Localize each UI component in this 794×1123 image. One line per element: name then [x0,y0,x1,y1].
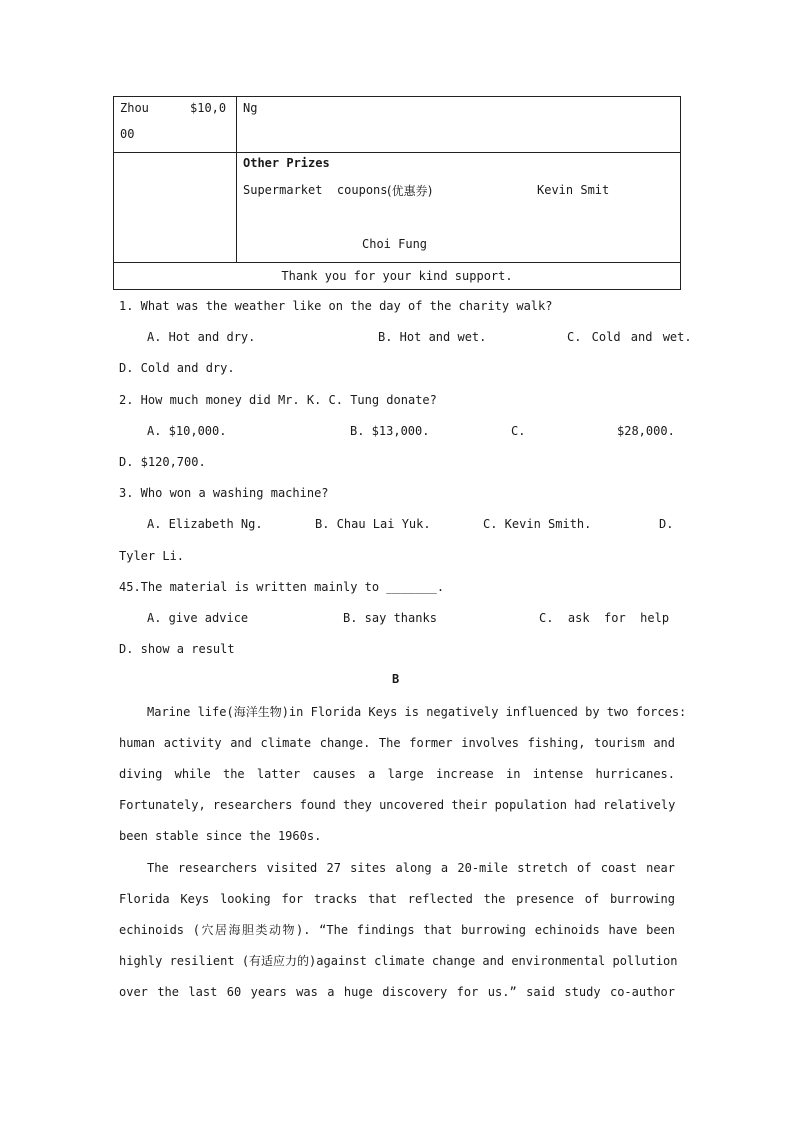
paragraph-line: The researchers visited 27 sites along a 20-mile stretch of coast near [147,861,675,875]
paragraph-line: diving while the latter causes a large increase in intense hurricanes. [119,767,675,781]
question-1-option-c: C. Cold and wet. [567,330,692,344]
table-row [114,153,681,263]
question-1-option-b: B. Hot and wet. [378,330,487,344]
donation-amount-part2: 00 [120,127,135,141]
section-b-heading: B [392,672,400,686]
question-1-option-d: D. Cold and dry. [119,361,235,375]
question-2-option-d: D. $120,700. [119,455,206,469]
question-2-option-c-value: $28,000. [617,424,675,438]
section-b-paragraph-2 [119,853,678,1008]
other-prizes-heading: Other Prizes [243,156,330,170]
table-footer: Thank you for your kind support. [114,263,681,290]
table-row [114,263,681,290]
paragraph-line: over the last 60 years was a huge discovery for us.” said study co-author [119,985,675,999]
paragraph-line: echinoids (穴居海胆类动物). “The findings that burrowing echinoids have been [119,923,675,937]
question-45-option-a: A. give advice [147,611,249,625]
question-45-stem: 45.The material is written mainly to _______. [119,580,445,594]
paragraph-line: Fortunately, researchers found they uncovered their population had relatively [119,798,676,812]
table-cell-winner [237,97,681,153]
paragraph-line: been stable since the 1960s. [119,829,322,843]
prize-description: Supermarket coupons [243,183,388,197]
question-3-option-d-label: D. [659,517,674,531]
question-3-option-b: B. Chau Lai Yuk. [315,517,431,531]
paragraph-line: human activity and climate change. The former involves fishing, tourism and [119,736,675,750]
paragraph-line: highly resilient (有适应力的)against climate change and environmental pollution [119,954,678,968]
question-2-option-a: A. $10,000. [147,424,227,438]
question-3-stem: 3. Who won a washing machine? [119,486,329,500]
table-cell-other-prizes [237,153,681,263]
paragraph-line: Marine life(海洋生物)in Florida Keys is negatively influenced by two forces: [147,705,687,719]
prize-winner-2: Choi Fung [362,237,428,251]
table-cell-empty [114,153,237,263]
table-row [114,97,681,153]
question-2-stem: 2. How much money did Mr. K. C. Tung donate? [119,393,437,407]
question-1-stem: 1. What was the weather like on the day of the charity walk? [119,299,553,313]
question-2-option-b: B. $13,000. [350,424,430,438]
question-45-option-d: D. show a result [119,642,235,656]
winner-name: Ng [243,101,258,115]
question-1-option-a: A. Hot and dry. [147,330,256,344]
question-45-option-b: B. say thanks [343,611,437,625]
question-3-option-a: A. Elizabeth Ng. [147,517,263,531]
question-3-option-d-value: Tyler Li. [119,549,185,563]
prize-winner-1: Kevin Smit [537,183,610,197]
prize-table [113,96,681,290]
paragraph-line: Florida Keys looking for tracks that reflected the presence of burrowing [119,892,675,906]
section-b-paragraph-1 [119,697,687,852]
prize-description-cn: (优惠券) [387,184,433,198]
question-45-option-c: C. ask for help [539,611,670,625]
donor-name: Zhou [120,101,149,115]
question-2-option-c-label: C. [511,424,526,438]
donation-amount-part1: $10,0 [190,101,227,115]
question-3-option-c: C. Kevin Smith. [483,517,592,531]
table-cell-donor [114,97,237,153]
